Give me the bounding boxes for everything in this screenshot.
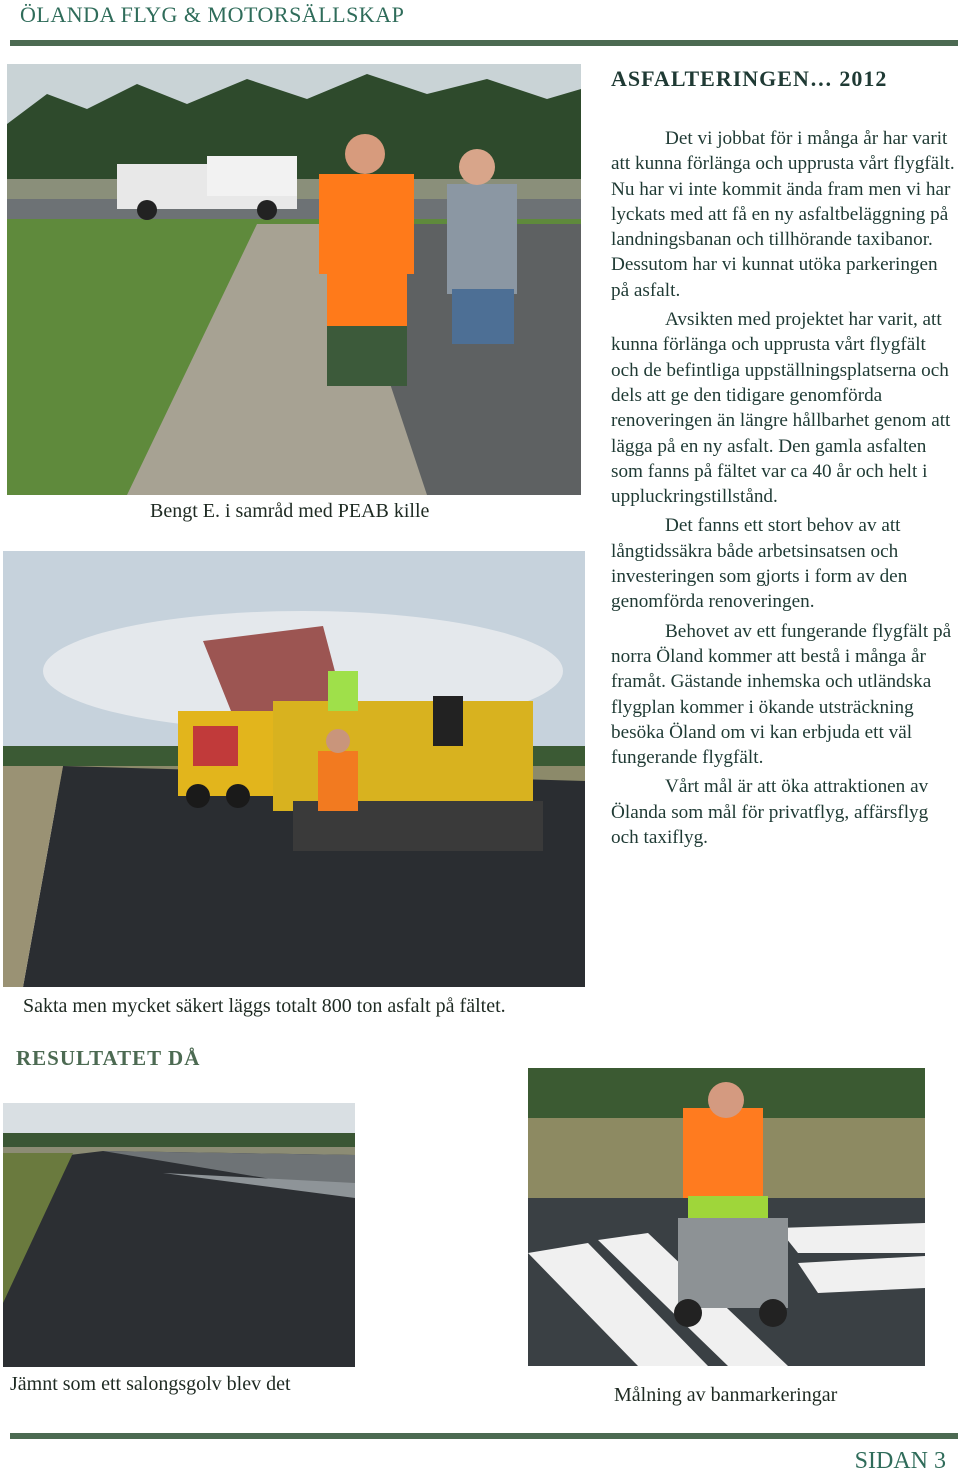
page-number: SIDAN 3 — [854, 1448, 946, 1474]
article-paragraph: Det vi jobbat för i många år har varit att kunna förlänga och upprusta vårt flygfält. Nu har vi inte kommit ända fram men vi har lyckats med att få en ny asfaltbeläggning på landningsbanan och tillhörande taxibanor. Dessutom har vi kunnat utöka parkeringen på asfalt. — [611, 128, 955, 301]
article-heading: ASFALTERINGEN… 2012 — [611, 66, 888, 91]
article-paragraph: Det fanns ett stort behov av att långtidssäkra både arbetsinsatsen och investeringen som gjorts i form av den genomförda renoveringen. — [611, 515, 908, 613]
article-paragraph: Avsikten med projektet har varit, att kunna förlänga och upprusta vårt flygfält och de befintliga uppställningsplatserna och dels att ge den tidigare genomförda renoveringen än längre hållbarhet genom att lägga på en ny asfalt. Den gamla asfalten som fanns på fältet var ca 40 år och helt i uppluckringstillstånd. — [611, 309, 951, 508]
article-paragraph: Vårt mål är att öka attraktionen av Ölanda som mål för privatflyg, affärsflyg och taxiflyg. — [611, 776, 929, 849]
photo2-caption: Sakta men mycket säkert läggs totalt 800 ton asfalt på fältet. — [23, 995, 506, 1017]
photo-men-discussing — [7, 64, 581, 495]
section-heading: RESULTATET DÅ — [16, 1046, 201, 1070]
header-rule — [10, 40, 958, 46]
photo3-caption: Jämnt som ett salongsgolv blev det — [10, 1373, 291, 1395]
photo4-caption: Målning av banmarkeringar — [614, 1384, 838, 1406]
photo-finished-runway — [3, 1103, 355, 1367]
photo1-caption: Bengt E. i samråd med PEAB kille — [150, 500, 430, 522]
footer-rule — [10, 1433, 958, 1439]
photo-runway-marking — [528, 1068, 925, 1366]
article-paragraph: Behovet av ett fungerande flygfält på norra Öland kommer att bestå i många år framåt. Gästande inhemska och utländska flygplan kommer i ökande utsträckning besöka Öland om vi kan erbjuda ett väl fungerande flygfält. — [611, 620, 952, 769]
newsletter-title: ÖLANDA FLYG & MOTORSÄLLSKAP — [20, 2, 405, 27]
article-body — [611, 126, 957, 854]
photo-asphalt-paver — [3, 551, 585, 987]
